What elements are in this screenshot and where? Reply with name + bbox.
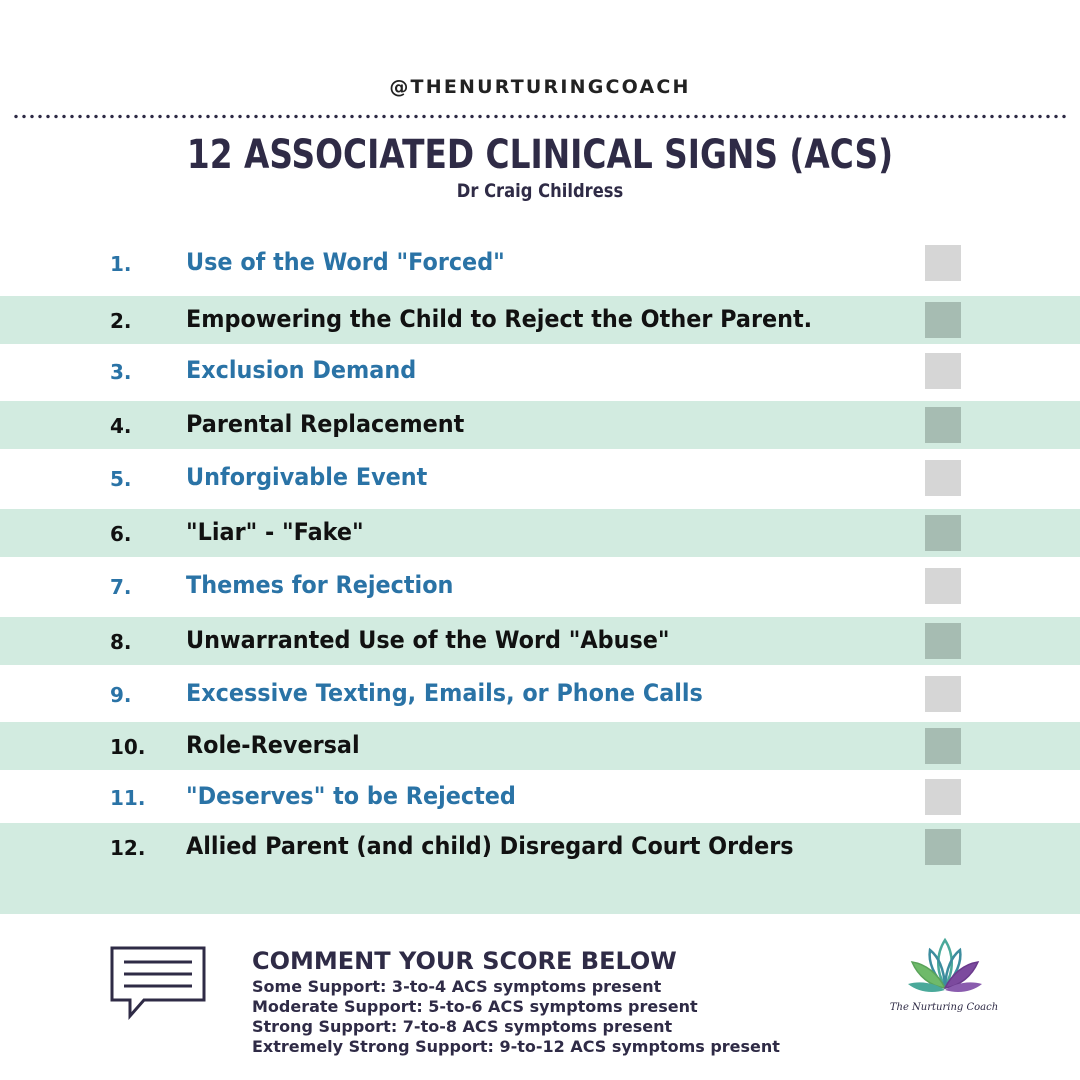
sign-row: [0, 296, 1080, 344]
sign-number: 5.: [110, 467, 132, 491]
checkbox[interactable]: [925, 568, 961, 604]
sign-number: 12.: [110, 836, 146, 860]
sign-label: "Deserves" to be Rejected: [186, 782, 516, 810]
sign-row: [0, 562, 1080, 610]
checkbox[interactable]: [925, 829, 961, 865]
sign-row: [0, 454, 1080, 502]
sign-number: 10.: [110, 735, 146, 759]
checkbox[interactable]: [925, 623, 961, 659]
sign-row: [0, 401, 1080, 449]
sign-label: Use of the Word "Forced": [186, 248, 505, 276]
sign-row: [0, 617, 1080, 665]
handle: @THENURTURINGCOACH: [389, 76, 691, 98]
sign-label: Exclusion Demand: [186, 356, 417, 384]
sign-number: 1.: [110, 252, 132, 276]
sign-label: Themes for Rejection: [186, 571, 454, 599]
sign-label: Unwarranted Use of the Word "Abuse": [186, 626, 670, 654]
sign-number: 2.: [110, 309, 132, 333]
checkbox[interactable]: [925, 353, 961, 389]
sign-label: Role-Reversal: [186, 731, 360, 759]
checkbox[interactable]: [925, 515, 961, 551]
dotted-divider: [12, 114, 1070, 119]
checkbox[interactable]: [925, 779, 961, 815]
sign-number: 7.: [110, 575, 132, 599]
sign-row: [0, 773, 1080, 821]
support-tier: Extremely Strong Support: 9-to-12 ACS symptoms present: [252, 1037, 780, 1056]
comment-heading: COMMENT YOUR SCORE BELOW: [252, 947, 677, 975]
checkbox[interactable]: [925, 460, 961, 496]
checkbox[interactable]: [925, 245, 961, 281]
sign-label: Allied Parent (and child) Disregard Court Orders: [186, 832, 794, 860]
support-tier: Strong Support: 7-to-8 ACS symptoms present: [252, 1017, 673, 1036]
checkbox[interactable]: [925, 676, 961, 712]
sign-row: [0, 670, 1080, 718]
sign-label: "Liar" - "Fake": [186, 518, 364, 546]
page-title: 12 ASSOCIATED CLINICAL SIGNS (ACS): [186, 132, 894, 178]
sign-label: Parental Replacement: [186, 410, 465, 438]
lotus-logo-icon: [900, 932, 990, 1002]
checkbox[interactable]: [925, 407, 961, 443]
sign-row: [0, 347, 1080, 395]
sign-label: Excessive Texting, Emails, or Phone Calls: [186, 679, 703, 707]
checkbox[interactable]: [925, 728, 961, 764]
author: Dr Craig Childress: [456, 180, 624, 202]
support-tier: Some Support: 3-to-4 ACS symptoms present: [252, 977, 662, 996]
sign-number: 8.: [110, 630, 132, 654]
checkbox[interactable]: [925, 302, 961, 338]
sign-number: 9.: [110, 683, 132, 707]
sign-row: [0, 239, 1080, 287]
sign-number: 11.: [110, 786, 146, 810]
logo-text: The Nurturing Coach: [889, 1002, 999, 1013]
sign-label: Empowering the Child to Reject the Other Parent.: [186, 305, 813, 333]
sign-row: [0, 722, 1080, 770]
support-tier: Moderate Support: 5-to-6 ACS symptoms present: [252, 997, 698, 1016]
sign-number: 3.: [110, 360, 132, 384]
sign-row: [0, 823, 1080, 914]
sign-number: 6.: [110, 522, 132, 546]
sign-row: [0, 509, 1080, 557]
sign-number: 4.: [110, 414, 132, 438]
comment-icon: [110, 946, 206, 1020]
sign-label: Unforgivable Event: [186, 463, 428, 491]
